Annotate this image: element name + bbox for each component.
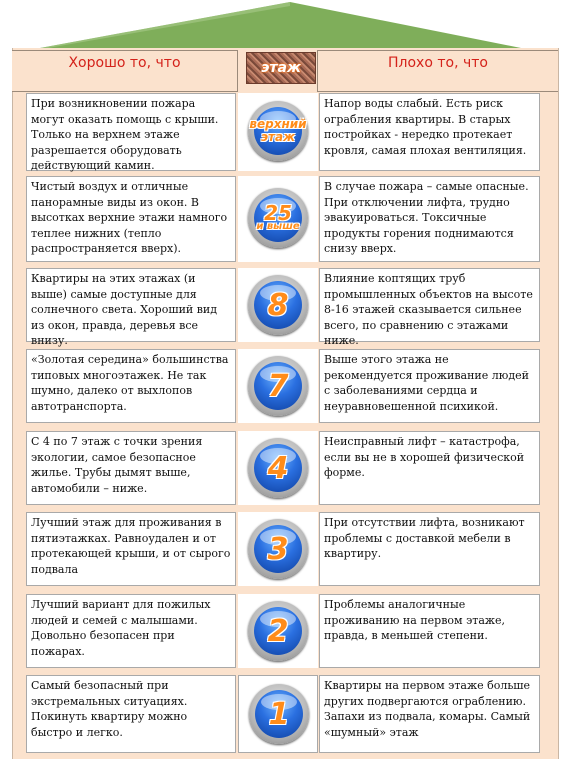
floor-badge-4 <box>248 438 308 498</box>
header-bad <box>317 50 558 92</box>
floor-icon-cell <box>238 594 318 668</box>
roof-graphic <box>0 0 561 50</box>
floor-badge-label: 2 <box>267 613 289 649</box>
bad-floor-8: Влияние коптящих труб промышленных объектов на высоте 8-16 этажей сказывается сильнее всего, по сравнению с этажами ниже. <box>319 268 540 342</box>
floor-badge-label: 3 <box>267 531 289 567</box>
floor-icon-cell <box>238 675 318 753</box>
floor-badge-label: 1 <box>268 696 290 732</box>
floor-badge-7 <box>248 356 308 416</box>
bad-floor-1: Квартиры на первом этаже больше других подвергаются ограблению. Запахи из подвала, комары. Самый «шумный» этаж <box>319 675 540 753</box>
floor-badge-3 <box>248 519 308 579</box>
bad-top-floor: Напор воды слабый. Есть риск ограбления квартиры. В старых постройках - нередко протекает кровля, самая плохая вентиляция. <box>319 93 540 171</box>
header-good-title: Хорошо то, что <box>68 55 181 71</box>
floor-label-badge: этаж <box>246 52 316 84</box>
floor-badge-25 <box>248 188 308 248</box>
floor-badge-2 <box>248 601 308 661</box>
floor-icon-cell <box>238 431 318 505</box>
floor-icon-cell <box>238 268 318 342</box>
floor-badge-label: 8 <box>267 287 289 323</box>
floor-badge-label: верхний этаж <box>249 117 307 144</box>
good-floor-25: Чистый воздух и отличные панорамные виды из окон. В высотках верхние этажи намного теплее нижних (тепло распространяется вверх). <box>26 176 236 262</box>
good-floor-3: Лучший этаж для проживания в пятиэтажках. Равноудален и от протекающей крыши, и от сырого подвала <box>26 512 236 586</box>
floor-badge-1 <box>249 684 309 744</box>
floor-badge-label: 4 <box>267 450 289 486</box>
good-top-floor: При возникновении пожара могут оказать помощь с крыши. Только на верхнем этаже разрешается оборудовать действующий камин. <box>26 93 236 171</box>
floor-badge-8 <box>248 275 308 335</box>
bad-floor-4: Неисправный лифт – катастрофа, если вы не в хорошей физической форме. <box>319 431 540 505</box>
good-floor-2: Лучший вариант для пожилых людей и семей с малышами. Довольно безопасен при пожарах. <box>26 594 236 668</box>
floor-icon-cell <box>238 512 318 586</box>
bad-floor-3: При отсутствии лифта, возникают проблемы с доставкой мебели в квартиру. <box>319 512 540 586</box>
floor-badge-label: 25 и выше <box>256 201 300 232</box>
floor-icon-cell <box>238 93 318 171</box>
bad-floor-25: В случае пожара – самые опасные. При отключении лифта, трудно эвакуироваться. Токсичные продукты горения поднимаются снизу вверх. <box>319 176 540 262</box>
good-floor-8: Квартиры на этих этажах (и выше) самые доступные для солнечного света. Хороший вид из окон, правда, деревья все внизу. <box>26 268 236 342</box>
floor-icon-cell <box>238 349 318 423</box>
good-floor-4: С 4 по 7 этаж с точки зрения экологии, самое безопасное жилье. Трубы дымят выше, автомобили – ниже. <box>26 431 236 505</box>
header-good <box>12 50 238 92</box>
good-floor-1: Самый безопасный при экстремальных ситуациях. Покинуть квартиру можно быстро и легко. <box>26 675 236 753</box>
bad-floor-7: Выше этого этажа не рекомендуется проживание людей с заболеваниями сердца и неуравновешенной психикой. <box>319 349 540 423</box>
header-bad-title: Плохо то, что <box>388 55 488 71</box>
bad-floor-2: Проблемы аналогичные проживанию на первом этаже, правда, в меньшей степени. <box>319 594 540 668</box>
good-floor-7: «Золотая середина» большинства типовых многоэтажек. Не так шумно, далеко от выхлопов автотранспорта. <box>26 349 236 423</box>
floor-badge-top <box>248 101 308 161</box>
floor-icon-cell <box>238 176 318 262</box>
floor-badge-label: 7 <box>267 368 289 404</box>
